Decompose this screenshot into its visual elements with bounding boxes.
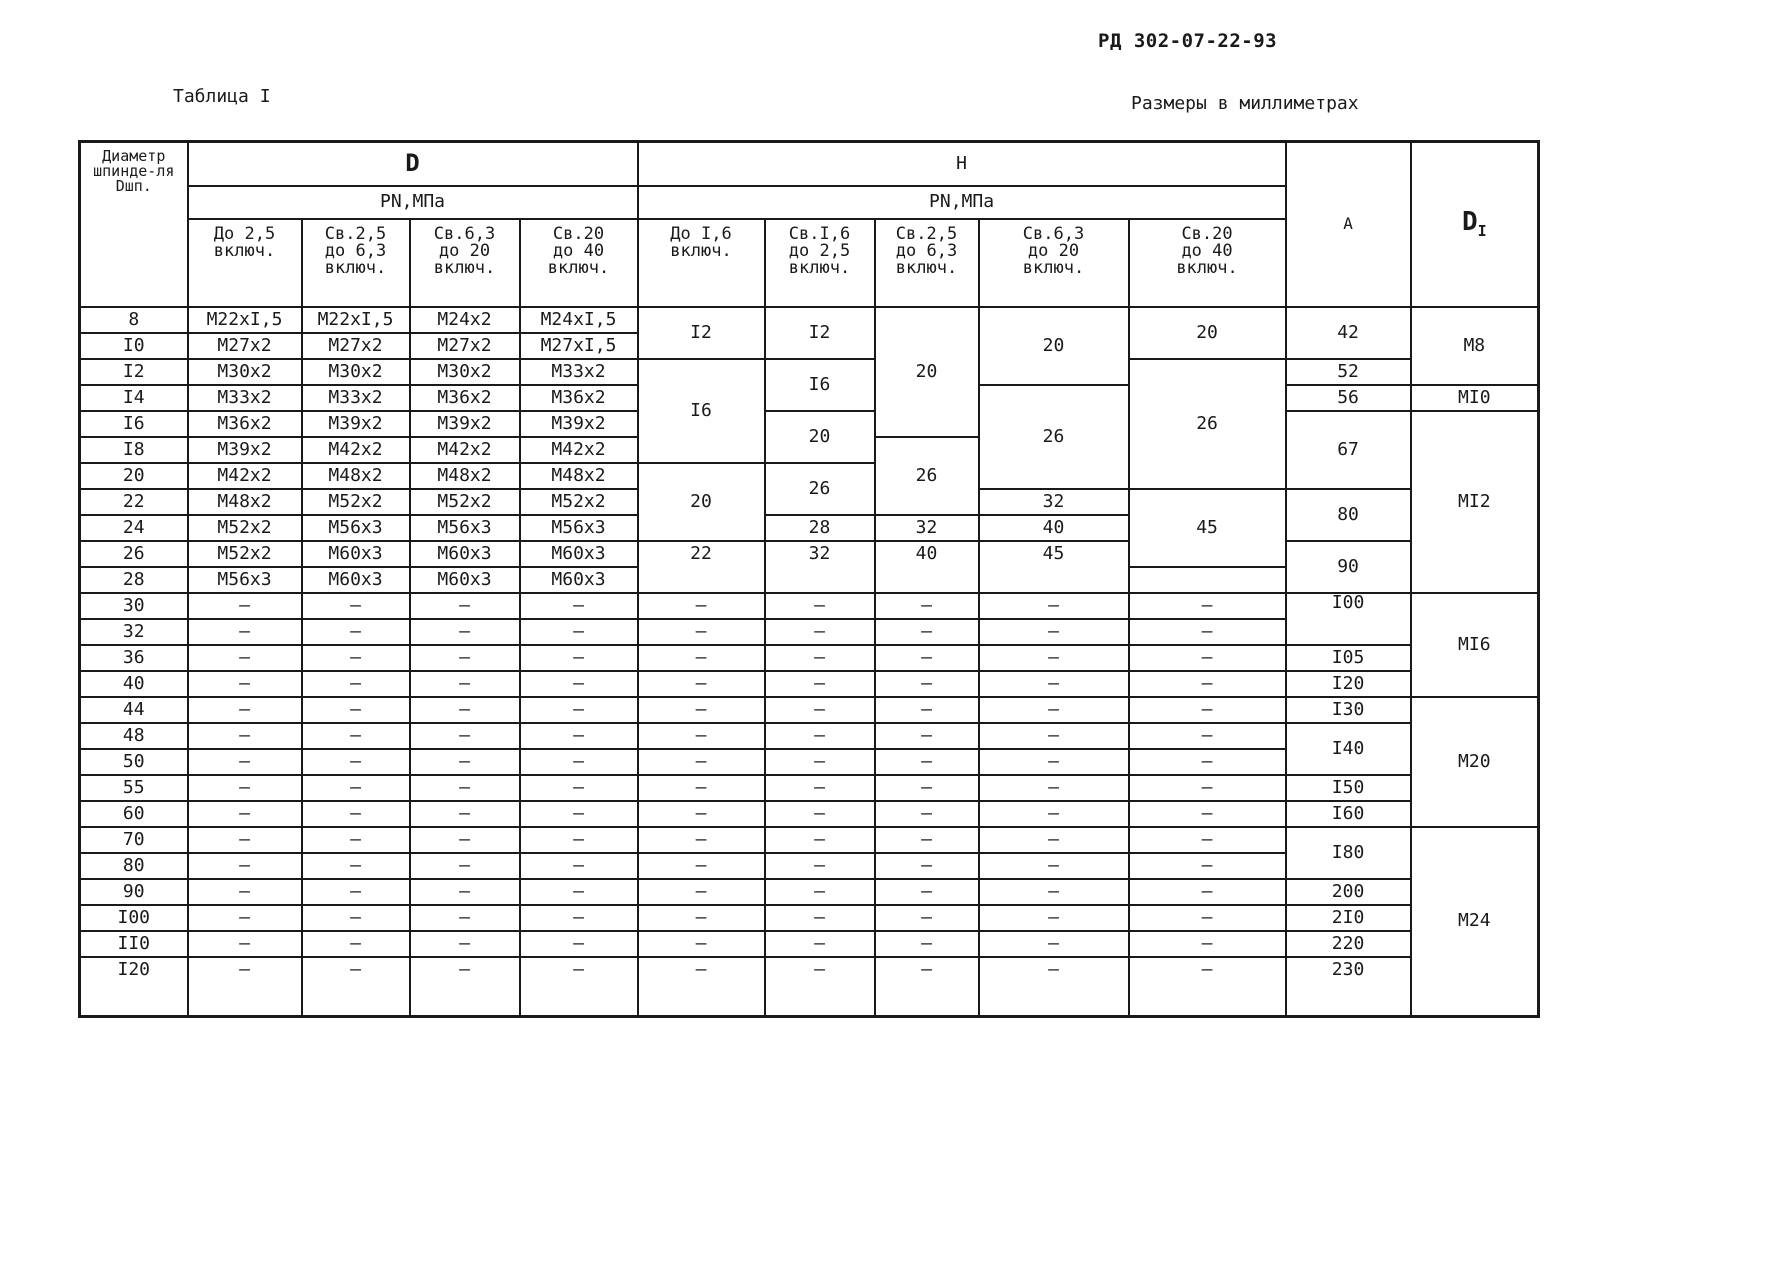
d-cell: M52x2: [188, 541, 302, 567]
empty-value-cell: —: [302, 749, 410, 775]
header-h-col: Св.6,3 до 20 включ.: [979, 219, 1129, 307]
diameter-cell: I8: [80, 437, 188, 463]
empty-value-cell: —: [410, 957, 520, 1017]
d-cell: M52x2: [302, 489, 410, 515]
table-row: [80, 411, 1539, 437]
empty-value-cell: —: [410, 697, 520, 723]
empty-value-cell: —: [520, 879, 638, 905]
empty-value-cell: —: [765, 931, 875, 957]
empty-value-cell: —: [1129, 853, 1286, 879]
empty-value-cell: —: [302, 723, 410, 749]
h-cell: I6: [638, 359, 765, 463]
d1-cell: M8: [1411, 307, 1539, 385]
empty-value-cell: —: [302, 801, 410, 827]
empty-value-cell: —: [979, 957, 1129, 1017]
diameter-cell: 22: [80, 489, 188, 515]
a-cell: I60: [1286, 801, 1411, 827]
a-cell: I40: [1286, 723, 1411, 775]
empty-value-cell: —: [875, 749, 979, 775]
diameter-cell: 32: [80, 619, 188, 645]
d-cell: M48x2: [410, 463, 520, 489]
a-cell: 67: [1286, 411, 1411, 489]
d1-cell: MI6: [1411, 593, 1539, 697]
empty-value-cell: —: [1129, 723, 1286, 749]
empty-value-cell: —: [765, 697, 875, 723]
empty-value-cell: —: [520, 775, 638, 801]
empty-value-cell: —: [410, 905, 520, 931]
diameter-cell: 70: [80, 827, 188, 853]
header-d-col: Св.2,5 до 6,3 включ.: [302, 219, 410, 307]
d-cell: M27xI,5: [520, 333, 638, 359]
empty-value-cell: —: [520, 801, 638, 827]
table-title: Таблица I: [173, 86, 271, 107]
document-code: РД 302-07-22-93: [1098, 30, 1278, 52]
d-cell: M42x2: [188, 463, 302, 489]
empty-value-cell: —: [188, 749, 302, 775]
d-cell: M48x2: [520, 463, 638, 489]
empty-value-cell: —: [638, 957, 765, 1017]
empty-value-cell: —: [1129, 749, 1286, 775]
empty-value-cell: —: [188, 931, 302, 957]
h-cell: 20: [979, 307, 1129, 385]
diameter-cell: 20: [80, 463, 188, 489]
empty-value-cell: —: [302, 905, 410, 931]
h-cell: 32: [979, 489, 1129, 515]
d-cell: M52x2: [188, 515, 302, 541]
header-h-col: Св.20 до 40 включ.: [1129, 219, 1286, 307]
empty-value-cell: —: [979, 801, 1129, 827]
d-cell: M30x2: [302, 359, 410, 385]
diameter-cell: I0: [80, 333, 188, 359]
header-col-a: A: [1286, 142, 1411, 308]
d1-cell: M24: [1411, 827, 1539, 1017]
empty-value-cell: —: [520, 957, 638, 1017]
empty-value-cell: —: [765, 723, 875, 749]
empty-value-cell: —: [520, 827, 638, 853]
header-h-col: Св.I,6 до 2,5 включ.: [765, 219, 875, 307]
h-cell: 26: [1129, 359, 1286, 489]
empty-value-cell: —: [638, 931, 765, 957]
d-cell: M42x2: [520, 437, 638, 463]
d-cell: M33x2: [188, 385, 302, 411]
d1-cell: MI2: [1411, 411, 1539, 593]
empty-value-cell: —: [520, 931, 638, 957]
empty-value-cell: —: [1129, 801, 1286, 827]
diameter-cell: 26: [80, 541, 188, 567]
empty-value-cell: —: [638, 801, 765, 827]
empty-value-cell: —: [765, 619, 875, 645]
empty-value-cell: —: [188, 775, 302, 801]
empty-value-cell: —: [875, 723, 979, 749]
diameter-cell: 8: [80, 307, 188, 333]
empty-value-cell: —: [638, 593, 765, 619]
empty-value-cell: —: [765, 801, 875, 827]
empty-value-cell: —: [765, 957, 875, 1017]
d-cell: M52x2: [410, 489, 520, 515]
empty-value-cell: —: [302, 957, 410, 1017]
d-cell: M24x2: [410, 307, 520, 333]
empty-value-cell: —: [410, 619, 520, 645]
d-cell: M36x2: [410, 385, 520, 411]
d-cell: M60x3: [302, 541, 410, 567]
d-cell: M48x2: [302, 463, 410, 489]
diameter-cell: II0: [80, 931, 188, 957]
empty-value-cell: —: [1129, 697, 1286, 723]
header-col-d1-sub: I: [1477, 222, 1487, 241]
d-cell: M42x2: [410, 437, 520, 463]
h-cell: 45: [979, 541, 1129, 593]
a-cell: I20: [1286, 671, 1411, 697]
a-cell: 56: [1286, 385, 1411, 411]
a-cell: I80: [1286, 827, 1411, 879]
a-cell: I30: [1286, 697, 1411, 723]
table-row: [80, 359, 1539, 385]
empty-value-cell: —: [979, 827, 1129, 853]
empty-value-cell: —: [302, 775, 410, 801]
diameter-cell: 55: [80, 775, 188, 801]
empty-value-cell: —: [410, 723, 520, 749]
d-cell: M22xI,5: [302, 307, 410, 333]
d-cell: M60x3: [410, 541, 520, 567]
empty-value-cell: —: [979, 645, 1129, 671]
empty-value-cell: —: [520, 723, 638, 749]
diameter-cell: 60: [80, 801, 188, 827]
empty-value-cell: —: [302, 645, 410, 671]
empty-value-cell: —: [638, 645, 765, 671]
empty-value-cell: —: [875, 931, 979, 957]
empty-value-cell: —: [638, 853, 765, 879]
table-row: [80, 697, 1539, 723]
empty-value-cell: —: [765, 749, 875, 775]
d-cell: M33x2: [302, 385, 410, 411]
a-cell: 200: [1286, 879, 1411, 905]
a-cell: I05: [1286, 645, 1411, 671]
empty-value-cell: —: [638, 827, 765, 853]
empty-value-cell: —: [520, 593, 638, 619]
empty-value-cell: —: [302, 697, 410, 723]
empty-value-cell: —: [1129, 957, 1286, 1017]
table-row: [80, 307, 1539, 333]
empty-value-cell: —: [410, 853, 520, 879]
table-row: [80, 671, 1539, 697]
d-cell: M27x2: [188, 333, 302, 359]
empty-value-cell: —: [302, 671, 410, 697]
diameter-cell: 28: [80, 567, 188, 593]
h-cell: I6: [765, 359, 875, 411]
h-cell: 26: [765, 463, 875, 515]
empty-value-cell: —: [1129, 671, 1286, 697]
empty-value-cell: —: [875, 957, 979, 1017]
d-cell: M36x2: [188, 411, 302, 437]
d-cell: M42x2: [302, 437, 410, 463]
empty-value-cell: —: [979, 619, 1129, 645]
empty-value-cell: —: [1129, 619, 1286, 645]
empty-value-cell: —: [638, 879, 765, 905]
empty-value-cell: —: [979, 853, 1129, 879]
empty-value-cell: —: [188, 723, 302, 749]
table-row: [80, 827, 1539, 853]
units-note: Размеры в миллиметрах: [1131, 93, 1359, 114]
empty-value-cell: —: [638, 905, 765, 931]
empty-value-cell: —: [520, 619, 638, 645]
empty-value-cell: —: [875, 879, 979, 905]
empty-value-cell: —: [520, 905, 638, 931]
dimensions-table: [78, 140, 1540, 1018]
empty-value-cell: —: [979, 931, 1129, 957]
empty-value-cell: —: [1129, 775, 1286, 801]
empty-value-cell: —: [1129, 879, 1286, 905]
empty-value-cell: —: [979, 775, 1129, 801]
d-cell: M60x3: [520, 567, 638, 593]
d-cell: M27x2: [410, 333, 520, 359]
table-row: [80, 931, 1539, 957]
empty-value-cell: —: [875, 697, 979, 723]
a-cell: 220: [1286, 931, 1411, 957]
empty-value-cell: —: [875, 853, 979, 879]
empty-value-cell: —: [188, 645, 302, 671]
empty-value-cell: —: [302, 619, 410, 645]
diameter-cell: I00: [80, 905, 188, 931]
d-cell: M56x3: [410, 515, 520, 541]
header-group-d: D: [188, 142, 638, 187]
d1-cell: MI0: [1411, 385, 1539, 411]
d-cell: M39x2: [188, 437, 302, 463]
table-row: [80, 905, 1539, 931]
empty-value-cell: —: [638, 671, 765, 697]
a-cell: 230: [1286, 957, 1411, 1017]
table-row: [80, 957, 1539, 1017]
empty-value-cell: —: [188, 957, 302, 1017]
empty-value-cell: —: [188, 593, 302, 619]
h-cell: 32: [765, 541, 875, 593]
d1-cell: M20: [1411, 697, 1539, 827]
empty-value-cell: —: [765, 775, 875, 801]
h-cell: 45: [1129, 489, 1286, 567]
d-cell: M56x3: [188, 567, 302, 593]
empty-value-cell: —: [410, 671, 520, 697]
table-row: [80, 645, 1539, 671]
empty-value-cell: —: [302, 827, 410, 853]
empty-value-cell: —: [765, 853, 875, 879]
h-cell: 20: [765, 411, 875, 463]
empty-value-cell: —: [410, 801, 520, 827]
h-cell: 20: [875, 307, 979, 437]
h-cell: 28: [765, 515, 875, 541]
empty-value-cell: —: [302, 931, 410, 957]
empty-value-cell: —: [875, 671, 979, 697]
d-cell: M36x2: [520, 385, 638, 411]
empty-value-cell: —: [410, 931, 520, 957]
empty-value-cell: —: [1129, 905, 1286, 931]
empty-value-cell: —: [1129, 931, 1286, 957]
header-col-d1: [1411, 142, 1539, 308]
empty-value-cell: —: [410, 879, 520, 905]
empty-value-cell: —: [520, 853, 638, 879]
empty-value-cell: —: [875, 801, 979, 827]
diameter-cell: 80: [80, 853, 188, 879]
empty-value-cell: —: [410, 645, 520, 671]
d-cell: M39x2: [520, 411, 638, 437]
header-d-col: Св.20 до 40 включ.: [520, 219, 638, 307]
empty-value-cell: —: [188, 905, 302, 931]
empty-value-cell: —: [188, 619, 302, 645]
empty-value-cell: —: [979, 905, 1129, 931]
h-cell: I2: [638, 307, 765, 359]
d-cell: M52x2: [520, 489, 638, 515]
header-h-col: Св.2,5 до 6,3 включ.: [875, 219, 979, 307]
empty-value-cell: —: [979, 671, 1129, 697]
header-spindle-diameter: Диаметр шпинде-ля Dшп.: [80, 142, 188, 308]
a-cell: 42: [1286, 307, 1411, 359]
diameter-cell: 90: [80, 879, 188, 905]
empty-value-cell: —: [188, 801, 302, 827]
h-cell-empty: [1129, 567, 1286, 593]
table-row: [80, 541, 1539, 567]
empty-value-cell: —: [410, 749, 520, 775]
a-cell: 80: [1286, 489, 1411, 541]
empty-value-cell: —: [875, 905, 979, 931]
diameter-cell: 48: [80, 723, 188, 749]
empty-value-cell: —: [302, 853, 410, 879]
empty-value-cell: —: [765, 593, 875, 619]
empty-value-cell: —: [188, 879, 302, 905]
empty-value-cell: —: [765, 879, 875, 905]
d-cell: M60x3: [520, 541, 638, 567]
table-row: [80, 775, 1539, 801]
d-cell: M22xI,5: [188, 307, 302, 333]
a-cell: 52: [1286, 359, 1411, 385]
header-pn-d: PN,МПа: [188, 186, 638, 219]
table-row: [80, 879, 1539, 905]
h-cell: 26: [875, 437, 979, 515]
empty-value-cell: —: [520, 645, 638, 671]
empty-value-cell: —: [979, 593, 1129, 619]
empty-value-cell: —: [638, 775, 765, 801]
h-cell: 20: [638, 463, 765, 541]
table-row: [80, 593, 1539, 619]
empty-value-cell: —: [1129, 593, 1286, 619]
a-cell: 90: [1286, 541, 1411, 593]
empty-value-cell: —: [875, 827, 979, 853]
empty-value-cell: —: [765, 671, 875, 697]
empty-value-cell: —: [188, 697, 302, 723]
diameter-cell: I20: [80, 957, 188, 1017]
empty-value-cell: —: [188, 853, 302, 879]
diameter-cell: 24: [80, 515, 188, 541]
empty-value-cell: —: [765, 905, 875, 931]
empty-value-cell: —: [302, 593, 410, 619]
empty-value-cell: —: [410, 593, 520, 619]
d-cell: M39x2: [410, 411, 520, 437]
h-cell: 26: [979, 385, 1129, 489]
d-cell: M60x3: [410, 567, 520, 593]
empty-value-cell: —: [875, 775, 979, 801]
d-cell: M39x2: [302, 411, 410, 437]
d-cell: M27x2: [302, 333, 410, 359]
empty-value-cell: —: [979, 697, 1129, 723]
empty-value-cell: —: [979, 723, 1129, 749]
diameter-cell: 40: [80, 671, 188, 697]
header-pn-h: PN,МПа: [638, 186, 1286, 219]
empty-value-cell: —: [765, 645, 875, 671]
header-col-d1-main: D: [1461, 207, 1478, 238]
header-d-col: До 2,5 включ.: [188, 219, 302, 307]
empty-value-cell: —: [520, 697, 638, 723]
d-cell: M30x2: [410, 359, 520, 385]
empty-value-cell: —: [1129, 645, 1286, 671]
empty-value-cell: —: [875, 593, 979, 619]
empty-value-cell: —: [979, 749, 1129, 775]
empty-value-cell: —: [638, 723, 765, 749]
header-group-h: H: [638, 142, 1286, 187]
diameter-cell: I4: [80, 385, 188, 411]
empty-value-cell: —: [410, 775, 520, 801]
d-cell: M33x2: [520, 359, 638, 385]
empty-value-cell: —: [638, 619, 765, 645]
a-cell: 2I0: [1286, 905, 1411, 931]
empty-value-cell: —: [188, 827, 302, 853]
d-cell: M30x2: [188, 359, 302, 385]
h-cell: 40: [875, 541, 979, 593]
empty-value-cell: —: [638, 697, 765, 723]
table-row: [80, 723, 1539, 749]
h-cell: 40: [979, 515, 1129, 541]
header-d-col: Св.6,3 до 20 включ.: [410, 219, 520, 307]
d-cell: M56x3: [302, 515, 410, 541]
diameter-cell: 36: [80, 645, 188, 671]
diameter-cell: I6: [80, 411, 188, 437]
empty-value-cell: —: [765, 827, 875, 853]
h-cell: 32: [875, 515, 979, 541]
h-cell: 22: [638, 541, 765, 593]
table-row: [80, 801, 1539, 827]
empty-value-cell: —: [188, 671, 302, 697]
empty-value-cell: —: [302, 879, 410, 905]
d-cell: M48x2: [188, 489, 302, 515]
empty-value-cell: —: [520, 749, 638, 775]
header-h-col: До I,6 включ.: [638, 219, 765, 307]
a-cell: I50: [1286, 775, 1411, 801]
diameter-cell: I2: [80, 359, 188, 385]
d-cell: M24xI,5: [520, 307, 638, 333]
empty-value-cell: —: [1129, 827, 1286, 853]
h-cell: 20: [1129, 307, 1286, 359]
empty-value-cell: —: [875, 645, 979, 671]
d-cell: M56x3: [520, 515, 638, 541]
a-cell: I00: [1286, 593, 1411, 645]
h-cell: I2: [765, 307, 875, 359]
empty-value-cell: —: [410, 827, 520, 853]
empty-value-cell: —: [638, 749, 765, 775]
empty-value-cell: —: [875, 619, 979, 645]
diameter-cell: 50: [80, 749, 188, 775]
empty-value-cell: —: [520, 671, 638, 697]
diameter-cell: 44: [80, 697, 188, 723]
empty-value-cell: —: [979, 879, 1129, 905]
d-cell: M60x3: [302, 567, 410, 593]
diameter-cell: 30: [80, 593, 188, 619]
